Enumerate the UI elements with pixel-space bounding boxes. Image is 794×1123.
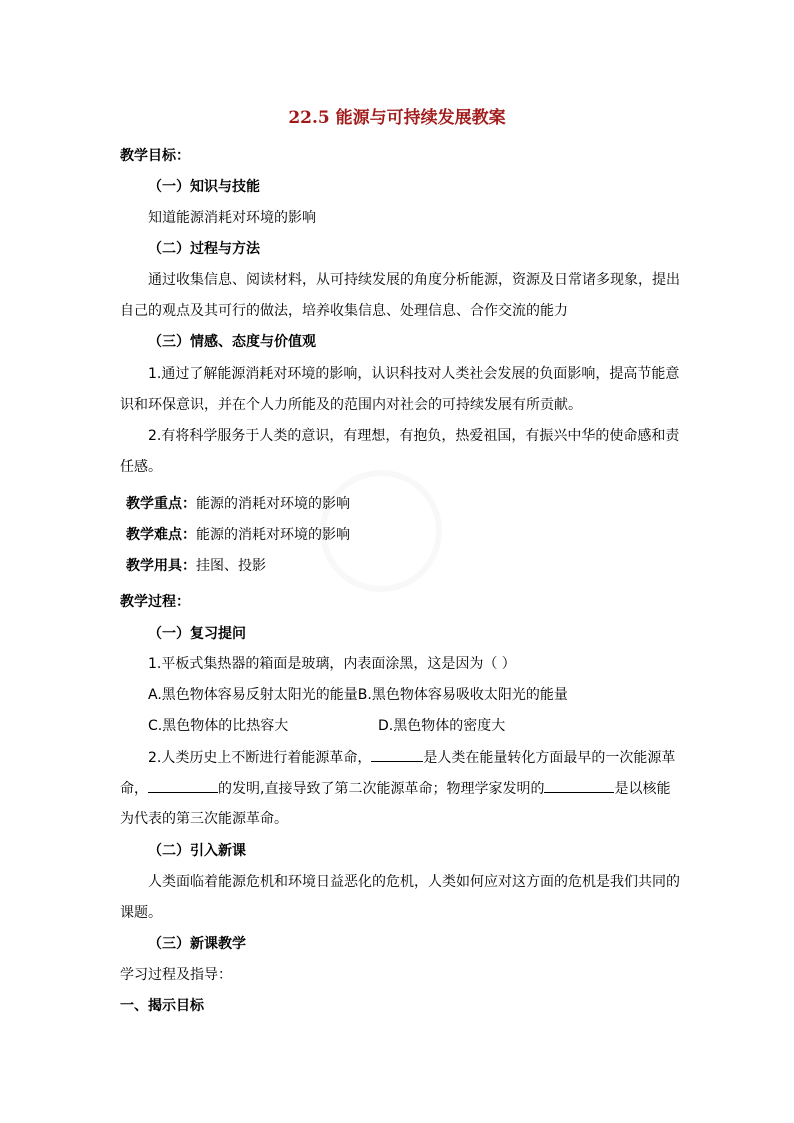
- section1-heading: （一）知识与技能: [148, 179, 260, 195]
- question2-text-b3: 是以核能: [614, 781, 671, 797]
- key-point-row: [126, 496, 350, 512]
- difficulty-text: 能源的消耗对环境的影响: [196, 527, 350, 543]
- section3-heading: （三）情感、态度与价值观: [148, 334, 316, 350]
- question1-option-c: C.黑色物体的比热容大: [148, 718, 289, 734]
- question2-text-a1: 2.人类历史上不断进行着能源革命，: [148, 750, 372, 766]
- intro-heading: （二）引入新课: [148, 843, 246, 859]
- fill-blank-1: [371, 749, 423, 762]
- difficulty-label: 教学难点：: [126, 527, 196, 543]
- section3-item1-line2: 识和环保意识，并在个人力所能及的范围内对社会的可持续发展有所贡献。: [120, 397, 582, 413]
- question2-text-a2: 是人类在能量转化方面最早的一次能源革: [423, 750, 676, 766]
- section3-item2-line1: 2.有将科学服务于人类的意识，有理想，有抱负，热爱祖国，有振兴中华的使命感和责: [148, 428, 680, 444]
- question1: 1.平板式集热器的箱面是玻璃，内表面涂黑，这是因为（ ）: [148, 656, 516, 672]
- goal-heading: 一、揭示目标: [120, 998, 204, 1014]
- question1-option-d: D.黑色物体的密度大: [378, 718, 506, 734]
- intro-text-line1: 人类面临着能源危机和环境日益恶化的危机，人类如何应对这方面的危机是我们共同的: [148, 874, 680, 890]
- guide-text: 学习过程及指导：: [120, 967, 232, 983]
- new-lesson-heading: （三）新课教学: [148, 936, 246, 952]
- key-point-text: 能源的消耗对环境的影响: [196, 496, 350, 512]
- section3-item2-line2: 任感。: [120, 459, 162, 475]
- objectives-heading: 教学目标：: [120, 148, 190, 164]
- tools-label: 教学用具：: [126, 558, 196, 574]
- fill-blank-2: [148, 780, 218, 793]
- question2-line2: [120, 780, 670, 797]
- question2-text-b1: 命，: [120, 781, 148, 797]
- tools-row: [126, 558, 266, 574]
- fill-blank-3: [544, 780, 614, 793]
- question2-line3: 为代表的第三次能源革命。: [120, 811, 288, 827]
- review-heading: （一）复习提问: [148, 626, 246, 642]
- document-title: 22.5 能源与可持续发展教案: [288, 108, 506, 128]
- key-point-label: 教学重点：: [126, 496, 196, 512]
- section2-heading: （二）过程与方法: [148, 241, 260, 257]
- question1-options-ab: A.黑色物体容易反射太阳光的能量B.黑色物体容易吸收太阳光的能量: [148, 687, 568, 703]
- intro-text-line2: 课题。: [120, 905, 162, 921]
- section2-text-line2: 自己的观点及其可行的做法，培养收集信息、处理信息、合作交流的能力: [120, 303, 568, 319]
- process-heading: 教学过程：: [120, 594, 190, 610]
- section2-text-line1: 通过收集信息、阅读材料，从可持续发展的角度分析能源，资源及日常诸多现象，提出: [148, 272, 680, 288]
- tools-text: 挂图、投影: [196, 558, 266, 574]
- section1-text: 知道能源消耗对环境的影响: [148, 210, 316, 226]
- question2-line1: [148, 749, 675, 766]
- difficulty-row: [126, 527, 350, 543]
- section3-item1-line1: 1.通过了解能源消耗对环境的影响，认识科技对人类社会发展的负面影响，提高节能意: [148, 366, 680, 382]
- question2-text-b2: 的发明,直接导致了第二次能源革命；物理学家发明的: [218, 781, 545, 797]
